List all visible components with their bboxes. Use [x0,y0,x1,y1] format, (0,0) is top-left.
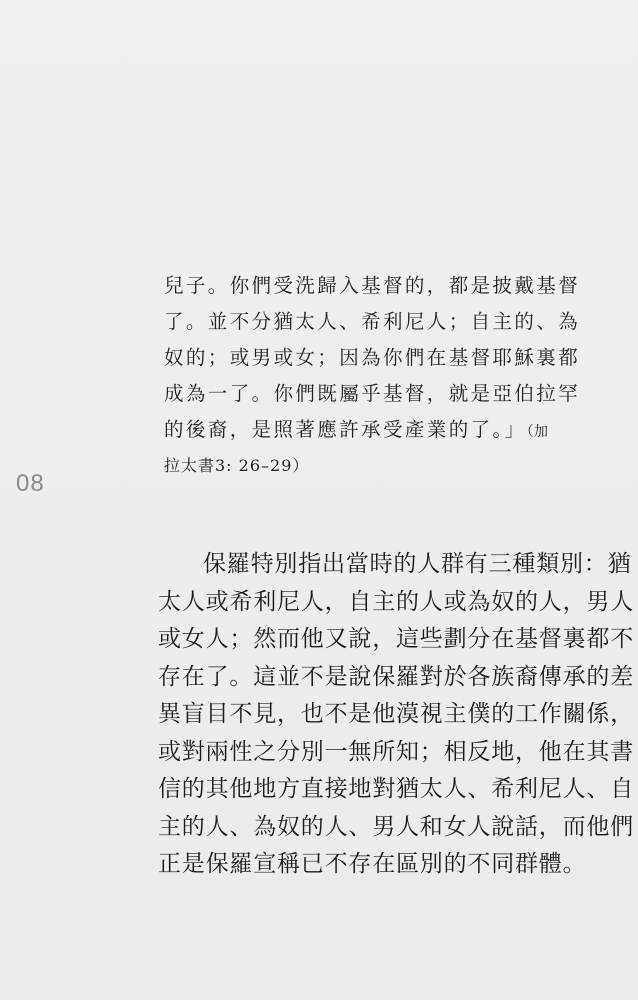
paragraph-line: 信的其他地方直接地對猶太人、希利尼人、自 [158,776,634,802]
paragraph-line: 保羅特別指出當時的人群有三種類別：猶 [203,551,632,577]
paragraph-line: 太人或希利尼人，自主的人或為奴的人，男人 [158,588,634,615]
scripture-quote [164,268,581,484]
quote-line-text: 的後裔，是照著應許承受產業的了。」 [164,418,527,441]
quote-line: 奴的；或男或女；因為你們在基督耶穌裏都 [164,346,581,369]
citation-start: （加 [526,424,549,440]
citation: 拉太書3: 26–29） [164,456,310,475]
paragraph-line: 主的人、為奴的人、男人和女人說話，而他們 [158,813,634,840]
paragraph-line: 異盲目不見，也不是他漠視主僕的工作關係， [158,701,634,727]
paragraph-line: 存在了。這並不是說保羅對於各族裔傳承的差 [158,663,634,690]
paragraph-line: 正是保羅宣稱已不存在區別的不同群體。 [158,851,587,877]
quote-line: 了。並不分猶太人、希利尼人；自主的、為 [164,310,581,333]
paragraph-line: 或女人；然而他又說，這些劃分在基督裏都不 [158,626,634,652]
quote-line [164,412,564,448]
page-number: 08 [16,470,45,497]
quote-line: 成為一了。你們既屬乎基督，就是亞伯拉罕 [164,382,581,405]
paragraph-line: 或對兩性之分別一無所知；相反地，他在其書 [158,738,634,765]
body-paragraph [158,546,634,884]
quote-line: 兒子。你們受洗歸入基督的，都是披戴基督 [164,274,581,297]
